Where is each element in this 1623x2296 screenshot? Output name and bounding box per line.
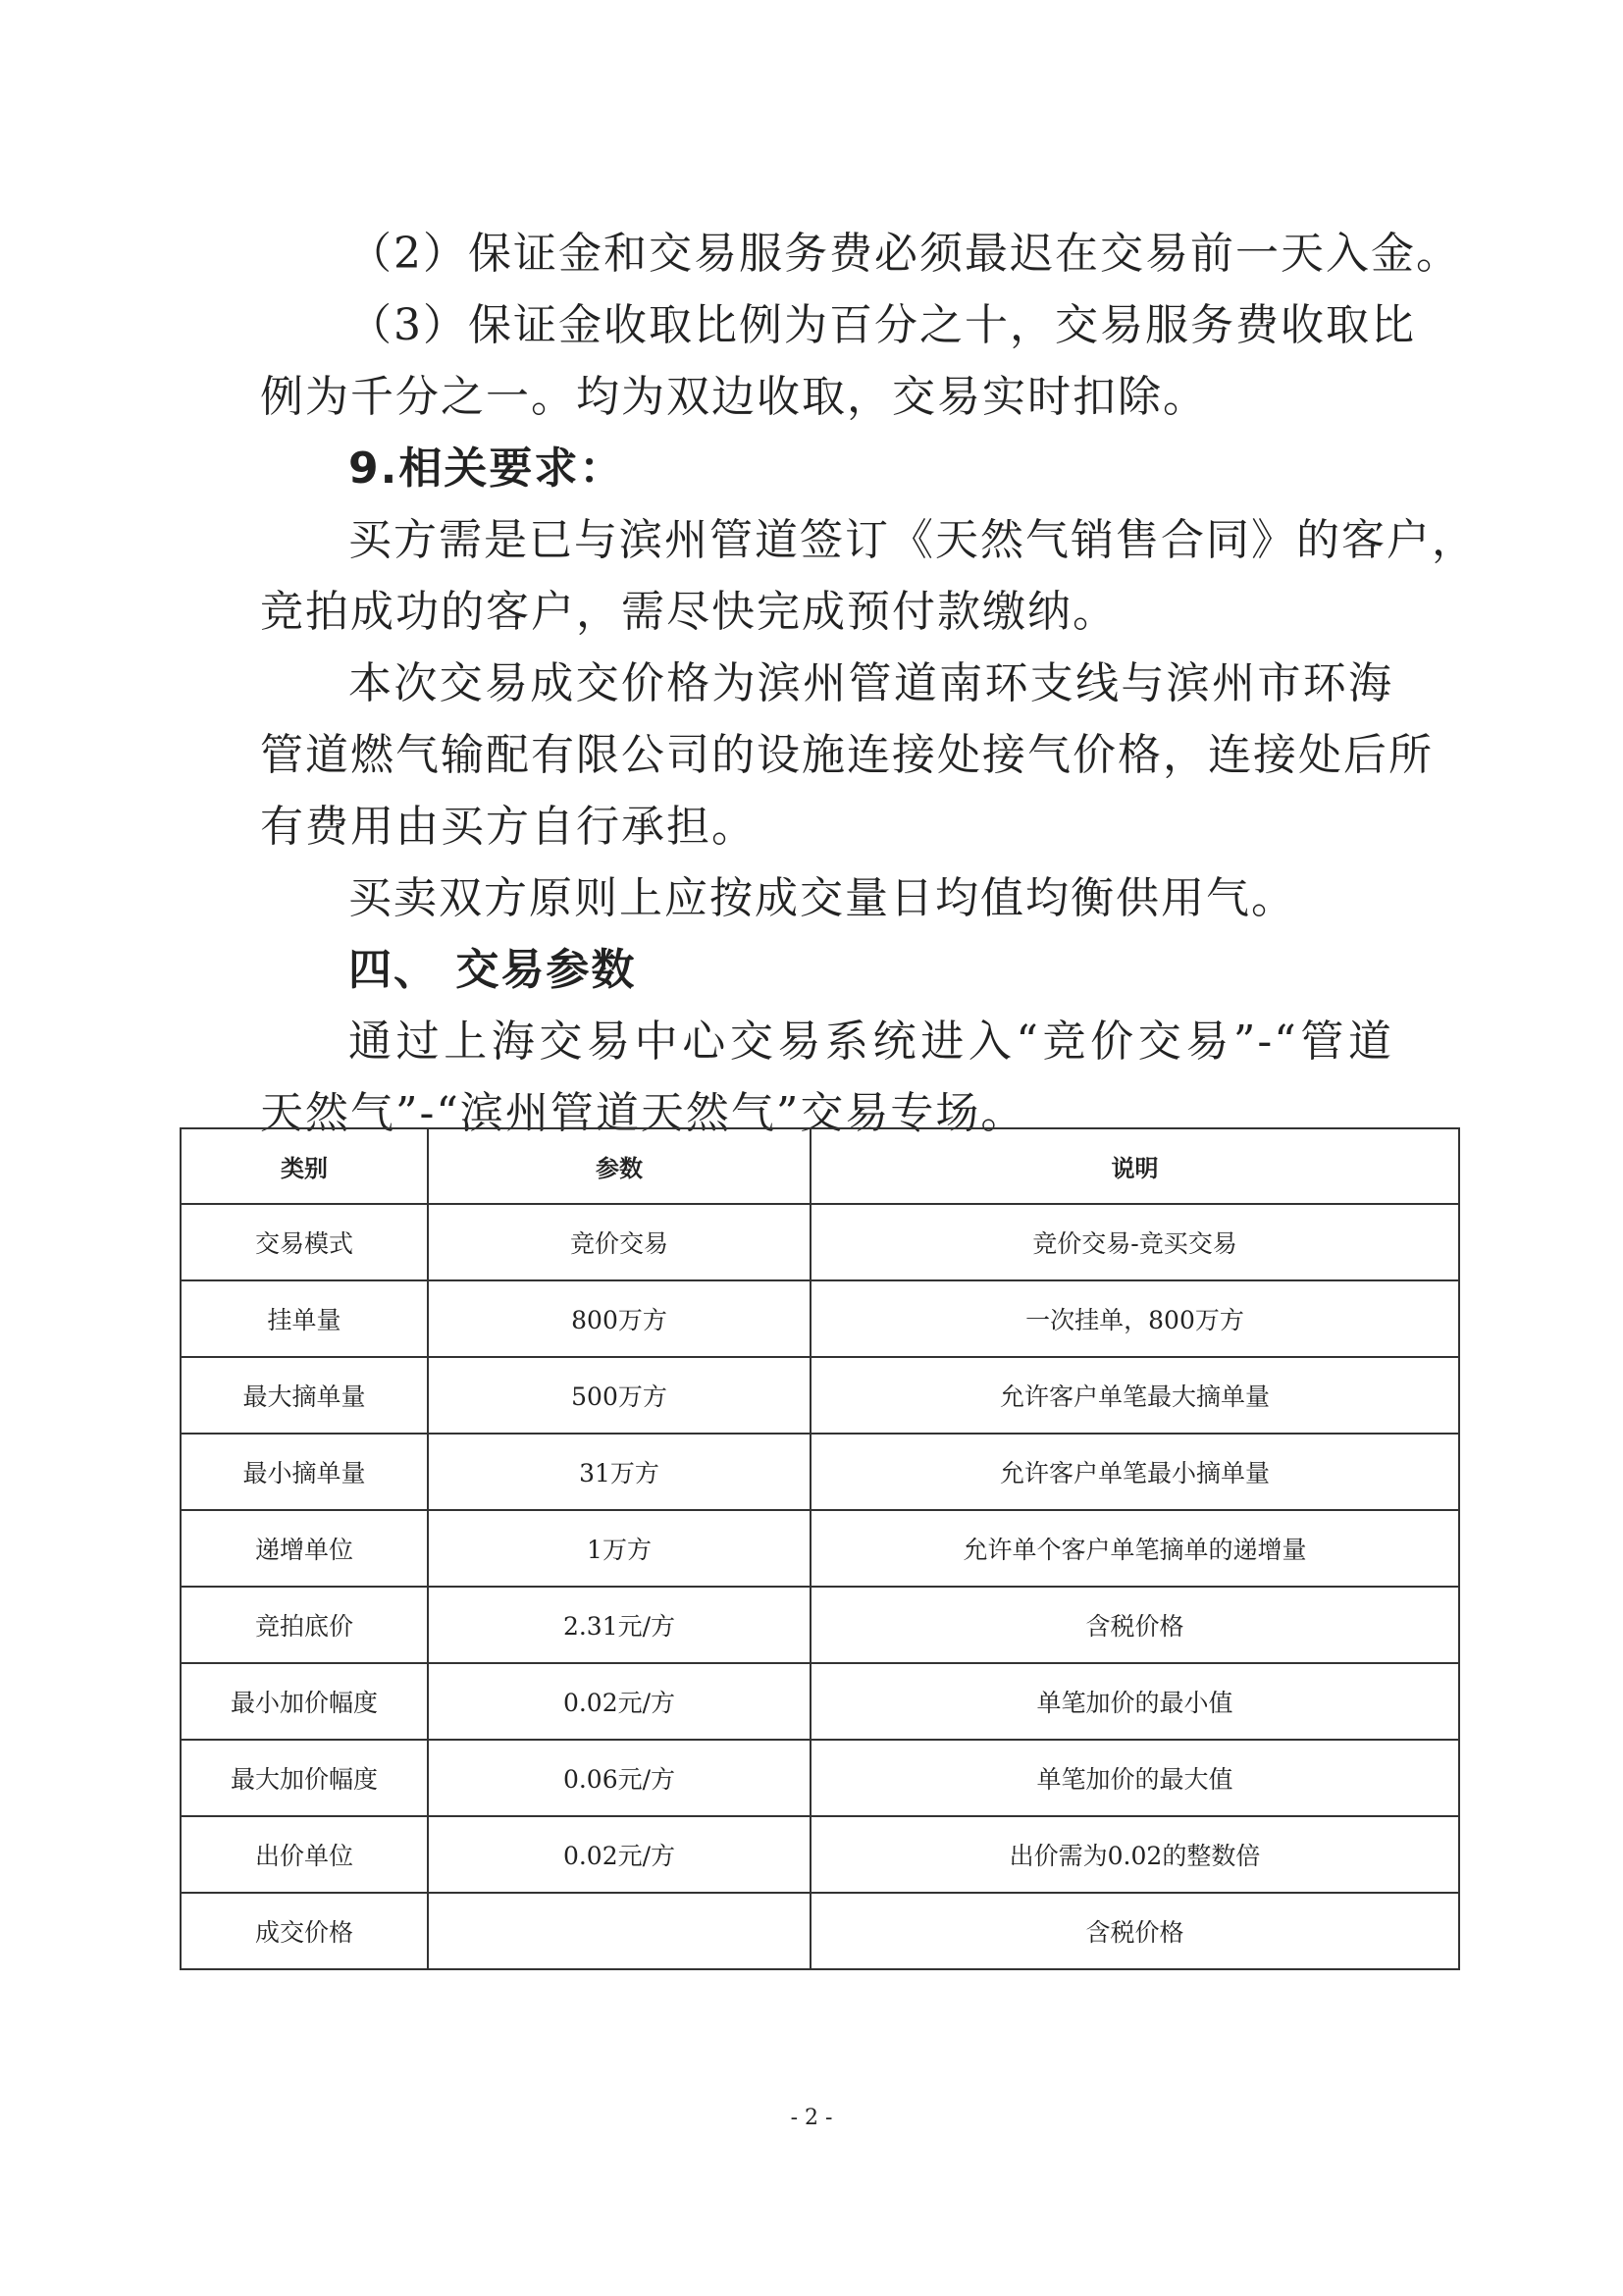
table-cell-description: 含税价格 [811, 1587, 1459, 1663]
table-row [181, 1280, 1459, 1357]
table-cell-category: 递增单位 [181, 1510, 428, 1587]
table-cell-description: 允许客户单笔最小摘单量 [811, 1434, 1459, 1510]
table-row [181, 1510, 1459, 1587]
table-cell-description: 单笔加价的最小值 [811, 1663, 1459, 1740]
trading-parameters-table [180, 1127, 1460, 1970]
table-cell-category: 挂单量 [181, 1280, 428, 1357]
table-cell-category: 竞拍底价 [181, 1587, 428, 1663]
table-cell-parameter: 1万方 [428, 1510, 811, 1587]
table-cell-description: 竞价交易-竞买交易 [811, 1204, 1459, 1280]
paragraph-price-point-line2: 管道燃气输配有限公司的设施连接处接气价格，连接处后所 [260, 730, 1434, 780]
paragraph-balanced-supply: 买卖双方原则上应按成交量日均值均衡供用气。 [348, 873, 1296, 923]
table-cell-description: 含税价格 [811, 1893, 1459, 1969]
table-cell-parameter: 竞价交易 [428, 1204, 811, 1280]
table-cell-parameter: 0.02元/方 [428, 1816, 811, 1893]
table-row [181, 1204, 1459, 1280]
table-row [181, 1663, 1459, 1740]
table-cell-description: 允许单个客户单笔摘单的递增量 [811, 1510, 1459, 1587]
table-cell-category: 交易模式 [181, 1204, 428, 1280]
paragraph-buyer-requirement-line1: 买方需是已与滨州管道签订《天然气销售合同》的客户， [348, 515, 1477, 565]
table-row [181, 1587, 1459, 1663]
table-cell-parameter [428, 1893, 811, 1969]
table-cell-description: 一次挂单，800万方 [811, 1280, 1459, 1357]
header-parameter: 参数 [428, 1128, 811, 1204]
paragraph-price-point-line1: 本次交易成交价格为滨州管道南环支线与滨州市环海 [348, 658, 1393, 708]
table-cell-parameter: 0.02元/方 [428, 1663, 811, 1740]
table-cell-parameter: 0.06元/方 [428, 1740, 811, 1816]
table-cell-category: 出价单位 [181, 1816, 428, 1893]
table-row [181, 1740, 1459, 1816]
table-cell-category: 最小摘单量 [181, 1434, 428, 1510]
table-row [181, 1893, 1459, 1969]
paragraph-buyer-requirement-line2: 竞拍成功的客户，需尽快完成预付款缴纳。 [260, 587, 1118, 637]
table-header-row [181, 1128, 1459, 1204]
table-cell-category: 成交价格 [181, 1893, 428, 1969]
table-cell-parameter: 2.31元/方 [428, 1587, 811, 1663]
table-cell-description: 出价需为0.02的整数倍 [811, 1816, 1459, 1893]
paragraph-deposit-deadline: （2）保证金和交易服务费必须最迟在交易前一天入金。 [348, 229, 1461, 279]
page-number: - 2 - [790, 2106, 833, 2130]
table-cell-category: 最小加价幅度 [181, 1663, 428, 1740]
paragraph-price-point-line3: 有费用由买方自行承担。 [260, 802, 757, 852]
table-cell-description: 允许客户单笔最大摘单量 [811, 1357, 1459, 1434]
paragraph-fee-ratio-line2: 例为千分之一。均为双边收取，交易实时扣除。 [260, 372, 1208, 422]
table-cell-category: 最大摘单量 [181, 1357, 428, 1434]
paragraph-fee-ratio-line1: （3）保证金收取比例为百分之十，交易服务费收取比 [348, 300, 1416, 350]
table-row [181, 1357, 1459, 1434]
table-cell-description: 单笔加价的最大值 [811, 1740, 1459, 1816]
table-row [181, 1816, 1459, 1893]
section-heading-trading-parameters: 四、 交易参数 [348, 945, 637, 995]
table-row [181, 1434, 1459, 1510]
section-heading-requirements: 9.相关要求： [348, 444, 625, 494]
table-cell-category: 最大加价幅度 [181, 1740, 428, 1816]
paragraph-trading-entry-line1: 通过上海交易中心交易系统进入“竞价交易”-“管道 [348, 1017, 1393, 1067]
header-description: 说明 [811, 1128, 1459, 1204]
header-category: 类别 [181, 1128, 428, 1204]
table-cell-parameter: 500万方 [428, 1357, 811, 1434]
table-cell-parameter: 31万方 [428, 1434, 811, 1510]
paragraph-trading-entry-line2: 天然气”-“滨州管道天然气”交易专场。 [260, 1088, 1026, 1138]
table-cell-parameter: 800万方 [428, 1280, 811, 1357]
